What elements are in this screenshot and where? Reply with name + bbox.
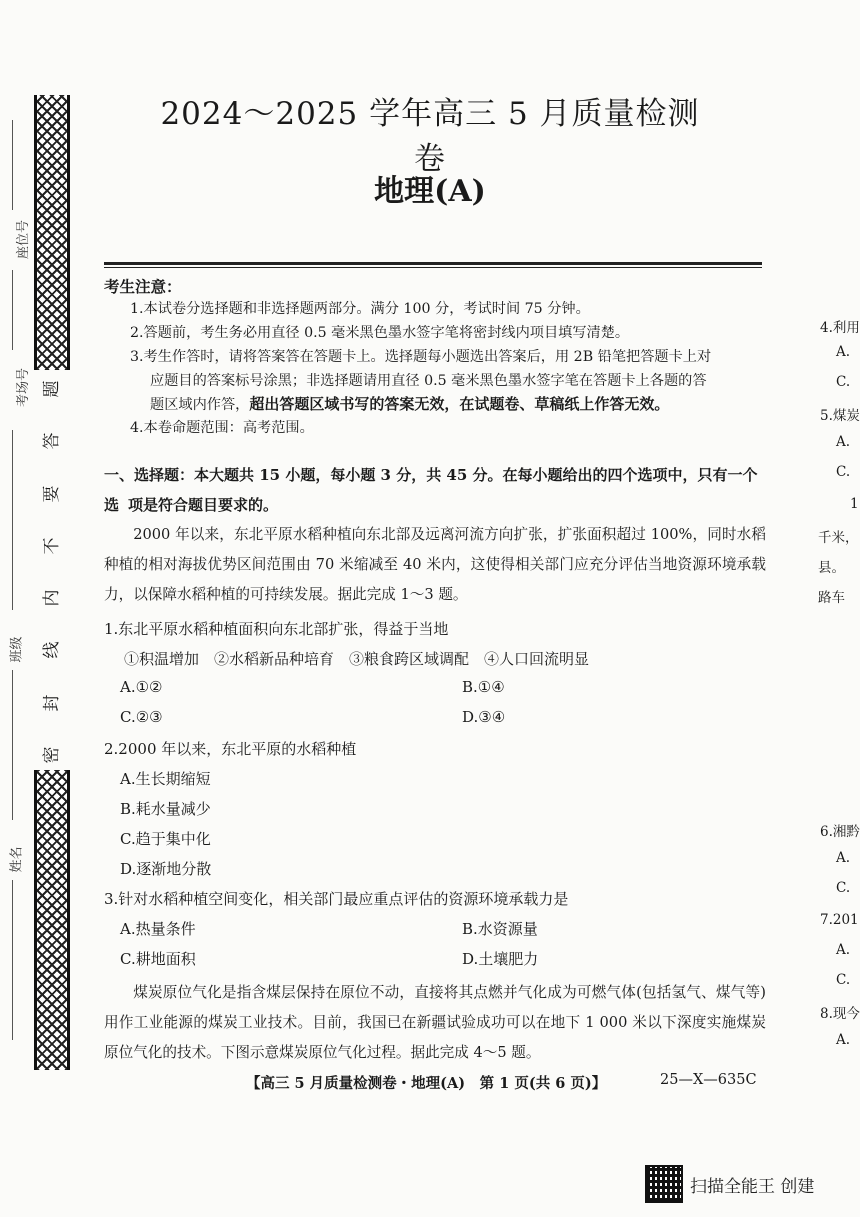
id-field-line <box>12 880 13 1040</box>
seal-char: 答 <box>42 432 62 450</box>
divider-thick <box>104 262 762 265</box>
seal-char: 密 <box>42 746 62 764</box>
qr-code-icon <box>645 1165 683 1203</box>
notice-bold-warning: 超出答题区域书写的答案无效，在试题卷、草稿纸上作答无效。 <box>249 395 670 413</box>
seal-char: 不 <box>42 537 62 555</box>
question-2-option-c: C.趋于集中化 <box>120 830 211 848</box>
question-1-option-d: D.③④ <box>462 708 506 726</box>
adjacent-page-fragment: 7.201 <box>820 912 859 928</box>
notice-title: 考生注意： <box>104 277 182 296</box>
page-footer: 【高三 5 月质量检测卷・地理(A) 第 1 页(共 6 页)】 <box>246 1075 607 1092</box>
question-3-option-c: C.耕地面积 <box>120 950 196 968</box>
exam-title: 2024～2025 学年高三 5 月质量检测卷 <box>160 96 700 177</box>
adjacent-page-fragment: 4.利用 <box>820 320 860 336</box>
seat-number-label: 座位号 <box>16 219 32 260</box>
adjacent-page-fragment: 5.煤炭 <box>820 408 860 424</box>
question-2-option-a: A.生长期缩短 <box>120 770 211 788</box>
seal-char: 题 <box>42 380 62 398</box>
seal-char: 线 <box>42 641 62 659</box>
binding-pattern-top <box>34 95 70 370</box>
passage-1: 2000 年以来，东北平原水稻种植向东北部及远离河流方向扩张，扩张面积超过 100%，同时水稻种植的相对海拔优势区间范围由 70 米缩减至 40 米内，这使得相关部门应充分评估当地资源环境承载力，以保障水稻种植的可持续发展。据此完成 1～3 题。 <box>104 526 766 603</box>
adjacent-page-fragment: 1 <box>850 496 859 512</box>
notice-item-3-cont2 <box>150 392 770 417</box>
seal-char: 要 <box>42 485 62 503</box>
notice-item-3-cont: 应题目的答案标号涂黑；非选择题请用直径 0.5 毫米黑色墨水签字笔在答题卡上各题的答 <box>150 373 707 389</box>
adjacent-page-fragment: C. <box>836 880 851 896</box>
adjacent-page-fragment: C. <box>836 972 851 988</box>
adjacent-page-fragment: A. <box>836 942 851 958</box>
section-heading-line1: 一、选择题：本大题共 15 小题，每小题 3 分，共 45 分。在每小题给出的四个选项中，只有一个选 <box>104 466 758 514</box>
divider-thin <box>104 267 762 268</box>
question-1-items: ①积温增加 ②水稻新品种培育 ③粮食跨区域调配 ④人口回流明显 <box>124 650 590 668</box>
notice-item-2: 2.答题前，考生务必用直径 0.5 毫米黑色墨水签字笔将密封线内项目填写清楚。 <box>130 325 630 341</box>
exam-subtitle: 地理(A) <box>374 174 486 209</box>
adjacent-page-fragment: 6.湘黔 <box>820 824 860 840</box>
question-2-stem: 2.2000 年以来，东北平原的水稻种植 <box>104 740 357 758</box>
notice-item-4: 4.本卷命题范围：高考范围。 <box>130 420 314 436</box>
seal-line-column <box>34 378 70 766</box>
question-3-option-a: A.热量条件 <box>120 920 196 938</box>
question-2-option-b: B.耗水量减少 <box>120 800 211 818</box>
adjacent-page-fragment: A. <box>836 344 851 360</box>
section-heading-line2: 项是符合题目要求的。 <box>128 496 279 514</box>
question-2-option-d: D.逐渐地分散 <box>120 860 212 878</box>
adjacent-page-fragment: A. <box>836 850 851 866</box>
notice-item-1: 1.本试卷分选择题和非选择题两部分。满分 100 分，考试时间 75 分钟。 <box>130 301 590 317</box>
adjacent-page-fragment: 县。 <box>818 560 845 576</box>
question-3-stem: 3.针对水稻种植空间变化，相关部门最应重点评估的资源环境承载力是 <box>104 890 569 908</box>
name-field-line <box>12 670 13 820</box>
adjacent-page-fragment: C. <box>836 464 851 480</box>
paper-code: 25—X—635C <box>660 1072 757 1088</box>
passage-2: 煤炭原位气化是指含煤层保持在原位不动，直接将其点燃并气化成为可燃气体(包括氢气、煤气等)用作工业能源的煤炭工业技术。目前，我国已在新疆试验成功可以在地下 1 000 米以下深度实施煤炭原位气化的技术。下图示意煤炭原位气化过程。据此完成 4～5 题。 <box>104 984 766 1061</box>
room-number-label: 考场号 <box>16 367 32 408</box>
seat-field-line <box>12 120 13 210</box>
binding-pattern-bottom <box>34 770 70 1070</box>
adjacent-page-fragment: A. <box>836 434 851 450</box>
question-1-option-a: A.①② <box>120 678 163 696</box>
adjacent-page-fragment: 8.现今 <box>820 1006 860 1022</box>
question-3-option-d: D.土壤肥力 <box>462 950 539 968</box>
seal-char: 内 <box>42 589 62 607</box>
question-1-stem: 1.东北平原水稻种植面积向东北部扩张，得益于当地 <box>104 620 449 638</box>
scanner-watermark: 扫描全能王 创建 <box>690 1177 815 1197</box>
class-label: 班级 <box>9 636 25 663</box>
notice-item-3: 3.考生作答时，请将答案答在答题卡上。选择题每小题选出答案后，用 2B 铅笔把答题卡上对 <box>130 349 712 365</box>
question-1-option-b: B.①④ <box>462 678 505 696</box>
question-3-option-b: B.水资源量 <box>462 920 538 938</box>
adjacent-page-fragment: C. <box>836 374 851 390</box>
class-field-line <box>12 430 13 610</box>
seal-char: 封 <box>42 694 62 712</box>
notice-item-3-tail: 题区域内作答， <box>150 397 250 413</box>
question-1-option-c: C.②③ <box>120 708 163 726</box>
adjacent-page-fragment: 路车 <box>818 590 845 606</box>
room-field-line <box>12 270 13 350</box>
adjacent-page-fragment: 千米， <box>818 530 859 546</box>
adjacent-page-fragment: A. <box>836 1032 851 1048</box>
name-label: 姓名 <box>9 846 25 873</box>
